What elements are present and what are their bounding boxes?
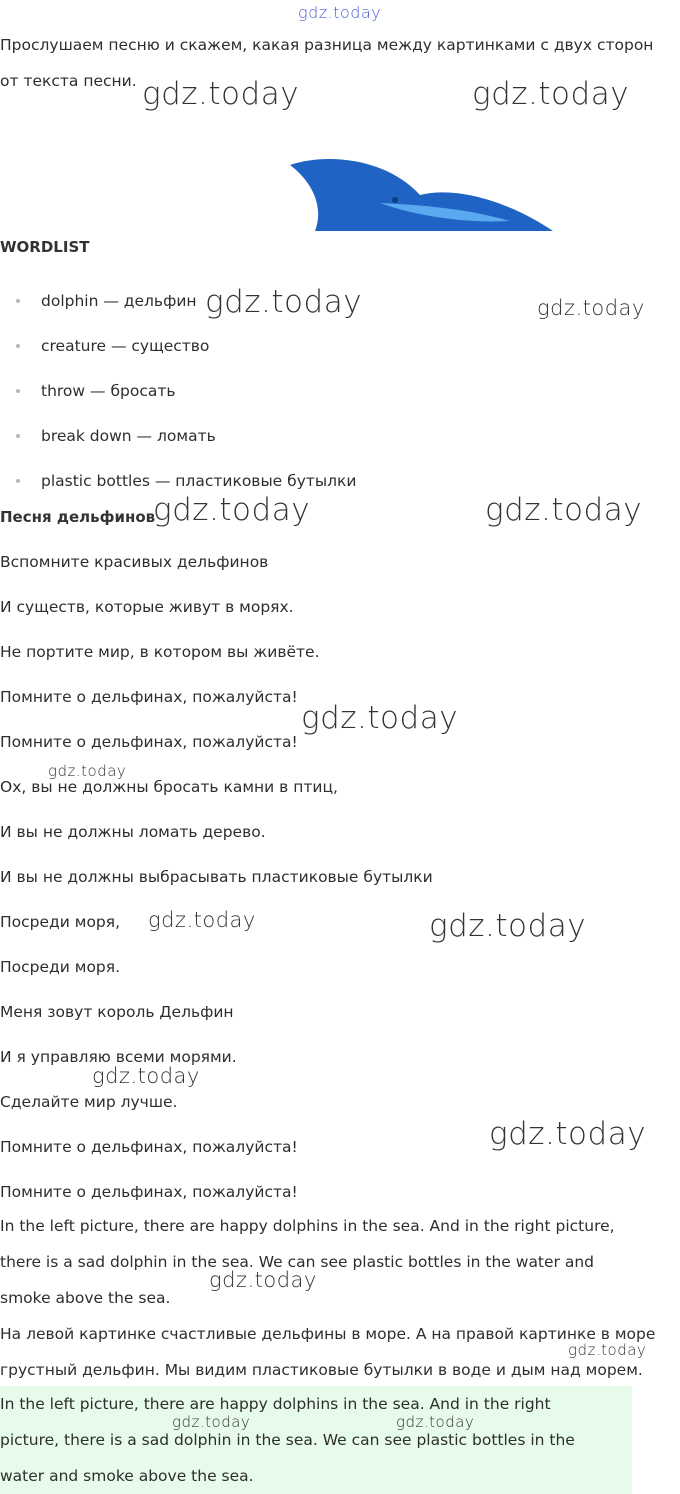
watermark: gdz.today	[92, 1064, 200, 1088]
watermark: gdz.today	[298, 3, 382, 22]
watermark: gdz.today	[568, 1341, 647, 1359]
list-item: break down — ломать	[0, 418, 357, 463]
wordlist	[0, 283, 357, 508]
bullet-icon	[16, 299, 20, 303]
watermark: gdz.today	[301, 700, 459, 736]
watermark: gdz.today	[205, 284, 363, 320]
bullet-icon	[16, 479, 20, 483]
dolphin-illustration	[285, 155, 555, 231]
song-line: И существ, которые живут в морях.	[0, 598, 294, 616]
answer-highlight-box: In the left picture, there are happy dolphins in the sea. And in the right picture, there is a sad dolphin in the sea. We can see plastic bottles in the water and smoke above the sea.	[0, 1386, 632, 1494]
answer-russian: На левой картинке счастливые дельфины в море. А на правой картинке в море грустный дельфин. Мы видим пластиковые бутылки в воде и дым над морем.	[0, 1325, 656, 1379]
watermark: gdz.today	[172, 1413, 251, 1431]
watermark: gdz.today	[153, 492, 311, 528]
list-item: throw — бросать	[0, 373, 357, 418]
song-line: Ох, вы не должны бросать камни в птиц,	[0, 778, 338, 796]
watermark: gdz.today	[537, 296, 645, 320]
song-line: Помните о дельфинах, пожалуйста!	[0, 1183, 298, 1201]
watermark: gdz.today	[472, 76, 630, 112]
bullet-icon	[16, 389, 20, 393]
bullet-icon	[16, 344, 20, 348]
list-item: plastic bottles — пластиковые бутылки	[0, 463, 357, 508]
song-line: И вы не должны выбрасывать пластиковые бутылки	[0, 868, 433, 886]
watermark: gdz.today	[142, 76, 300, 112]
song-line: Посреди моря,	[0, 913, 121, 931]
intro-text	[0, 27, 653, 99]
song-line: И вы не должны ломать дерево.	[0, 823, 266, 841]
watermark: gdz.today	[148, 908, 256, 932]
list-item: dolphin — дельфин	[0, 283, 357, 328]
watermark: gdz.today	[485, 492, 643, 528]
song-line: Меня зовут король Дельфин	[0, 1003, 234, 1021]
list-item: creature — существо	[0, 328, 357, 373]
watermark: gdz.today	[489, 1116, 647, 1152]
intro-line-2: от текста песни.	[0, 72, 137, 90]
intro-line-1: Прослушаем песню и скажем, какая разница между картинками с двух сторон	[0, 36, 654, 54]
song-line: Вспомните красивых дельфинов	[0, 553, 269, 571]
song-line: Помните о дельфинах, пожалуйста!	[0, 688, 298, 706]
bullet-icon	[16, 434, 20, 438]
watermark: gdz.today	[209, 1268, 317, 1292]
watermark: gdz.today	[396, 1413, 475, 1431]
watermark: gdz.today	[48, 762, 127, 780]
wordlist-heading: WORDLIST	[0, 238, 90, 256]
song-line: И я управляю всеми морями.	[0, 1048, 237, 1066]
song-title: Песня дельфинов	[0, 508, 156, 526]
answer-english: In the left picture, there are happy dolphins in the sea. And in the right picture, there is a sad dolphin in the sea. We can see plastic bottles in the water and smoke above the sea.	[0, 1217, 615, 1307]
watermark: gdz.today	[429, 908, 587, 944]
song-line: Сделайте мир лучше.	[0, 1093, 178, 1111]
song-line: Помните о дельфинах, пожалуйста!	[0, 1138, 298, 1156]
song-line: Посреди моря.	[0, 958, 121, 976]
song-line: Помните о дельфинах, пожалуйста!	[0, 733, 298, 751]
song-line: Не портите мир, в котором вы живёте.	[0, 643, 320, 661]
